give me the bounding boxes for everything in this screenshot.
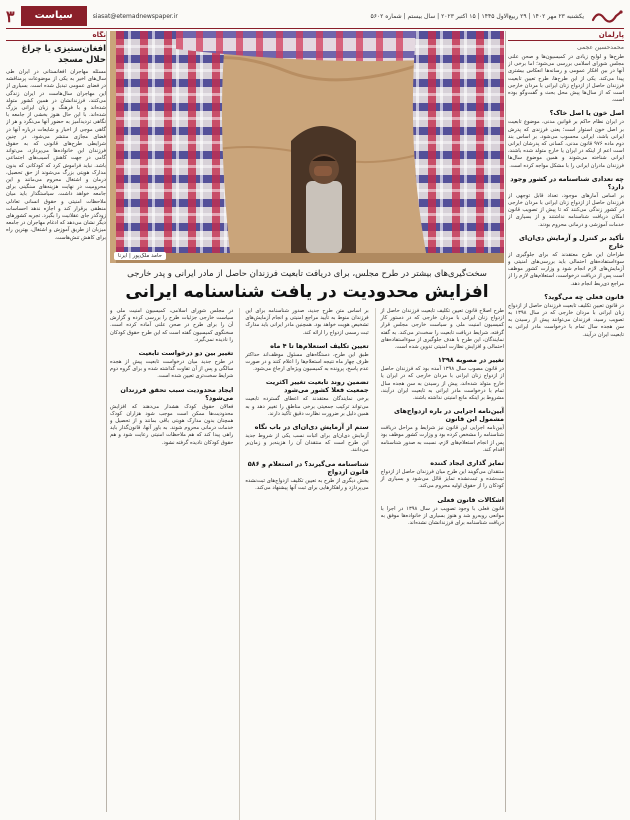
- story-paragraph: بخش دیگری از طرح به تعیین تکلیف ازدواج‌های ثبت‌نشده می‌پردازد و راهکارهایی برای ثبت آنها پیشنهاد می‌کند.: [245, 477, 369, 491]
- right-section-text: بر اساس آمارهای موجود، تعداد قابل توجهی از فرزندان حاصل از ازدواج زنان ایرانی با مردان خارجی در کشور زندگی می‌کنند که تا پیش از تصویب قانون امکان دریافت شناسنامه نداشتند و از بسیاری از خدمات آموزشی و درمانی محروم بودند.: [508, 192, 624, 228]
- story-subhead: اشکالات قانون فعلی: [437, 495, 504, 504]
- story-subhead: ستم از آزمایش دی‌ان‌ای در باب نگاه: [254, 423, 369, 432]
- story-paragraph: طرح اصلاح قانون تعیین تکلیف تابعیت فرزندان حاصل از ازدواج زنان ایرانی با مردان خارجی که در دستور کار کمیسیون امنیت ملی و سیاست خارجی مجلس قرار گرفته، شرایط دریافت تابعیت را سخت‌تر می‌کند. به گفته نمایندگان، این طرح با هدف جلوگیری از سوءاستفاده‌های احتمالی و افزایش نظارت امنیتی تدوین شده است.: [380, 308, 504, 351]
- right-column-tag: پارلمان: [508, 31, 624, 41]
- logo-mark-icon: [590, 7, 624, 25]
- section-label: سیاست: [21, 6, 87, 26]
- story-paragraph: آیین‌نامه اجرایی این قانون نیز شرایط و مراحل دریافت شناسنامه را مشخص کرده بود و وزارت کشور موظف بود پس از انجام استعلام‌های لازم، نسبت به صدور شناسنامه اقدام کند.: [380, 425, 504, 453]
- photo-boy-in-tent: [116, 31, 504, 263]
- right-column-byline: محمدحسین عجمی: [577, 44, 624, 51]
- right-column-sections: [508, 109, 624, 338]
- masthead: [6, 5, 624, 27]
- right-column-intro: طرح‌ها و لوایح زیادی در کمیسیون‌ها و صحن علنی مجلس شورای اسلامی بررسی می‌شود؛ اما برخی از آنها در بین افکار عمومی و رسانه‌ها انعکاس بیشتری پیدا می‌کند. یکی از این طرح‌ها، طرح تعیین تابعیت فرزندان حاصل از ازدواج زنان ایرانی با مردان خارجی است که از سال‌ها پیش محل بحث و گفت‌وگو بوده است.: [508, 54, 624, 104]
- story-paragraph: در مجلس شورای اسلامی، کمیسیون امنیت ملی و سیاست خارجی جزئیات طرح را بررسی کرده و گزارش آن را برای طرح در صحن علنی آماده کرده است. سخنگوی کمیسیون گفته است که این طرح حقوق کودکان را نادیده نمی‌گیرد.: [110, 308, 234, 343]
- right-section-text: در ایران نظام حاکم بر قوانین مدنی، موضوع تابعیت بر اصل خون استوار است؛ یعنی فرزندی که پدرش ایرانی باشد، ایرانی محسوب می‌شود. بر اساس بند دوم ماده ۹۷۶ قانون مدنی، کسانی که پدرشان ایرانی است اعم از اینکه در ایران یا خارج متولد شده باشند، ایرانی شناخته می‌شوند و همین موضوع سال‌ها فرزندان مادران ایرانی را با مشکل مواجه کرده است.: [508, 119, 624, 169]
- story-columns: [110, 308, 504, 820]
- story-kicker: سخت‌گیری‌های بیشتر در طرح مجلس، برای دریافت تابعیت فرزندان حاصل از مادر ایرانی و پدر خارجی: [127, 269, 487, 279]
- story-paragraph: منتقدان می‌گویند این طرح میان فرزندان حاصل از ازدواج ثبت‌شده و ثبت‌نشده تمایز قائل می‌شود و بسیاری از کودکان را از حقوق اولیه محروم می‌کند.: [380, 469, 504, 490]
- right-section-title: قانون فعلی چه می‌گوید؟: [544, 292, 624, 301]
- story-column-3: [110, 308, 233, 820]
- column-divider: [505, 31, 506, 812]
- main-story: [110, 31, 504, 812]
- main-photo: [110, 31, 504, 263]
- story-column-1: [375, 308, 504, 820]
- story-subhead: تمایز گذاری ایجاد کننده: [430, 459, 504, 468]
- right-section-text: در قانون تعیین تکلیف تابعیت فرزندان حاصل از ازدواج زنان ایرانی با مردان خارجی که در سال ۱۳۹۸ به تصویب رسید، فرزندان می‌توانند پیش از رسیدن به سن هجده سال تمام با درخواست مادر ایرانی به تابعیت ایران درآیند.: [508, 302, 624, 338]
- story-subhead: تغییر بین دو درخواست تابعیت: [138, 349, 234, 358]
- story-paragraph: قانون فعلی با وجود تصویب در سال ۱۳۹۸ در اجرا با موانعی روبه‌رو شد و هنوز بسیاری از خانواده‌ها موفق به دریافت شناسنامه برای فرزندانشان نشده‌اند.: [380, 505, 504, 527]
- story-paragraph: در طرح جدید میان درخواست تابعیت پیش از هجده سالگی و پس از آن تفاوت گذاشته شده و برای گروه دوم شرایط سخت‌تری تعیین شده است.: [110, 359, 234, 380]
- story-paragraph: بر اساس متن طرح جدید، صدور شناسنامه برای این فرزندان منوط به تأیید مراجع امنیتی و انجام آزمایش‌های تشخیص هویت خواهد بود. همچنین مادر ایرانی باید مدارک ثبت رسمی ازدواج را ارائه کند.: [245, 308, 369, 336]
- right-section-title: اصل خون یا اصل خاک؟: [549, 109, 624, 118]
- left-column-title: افغان‌ستیزی یا چراغ حلال مسجد: [21, 44, 106, 65]
- story-paragraph: برخی نمایندگان معتقدند که اعطای گسترده تابعیت می‌تواند ترکیب جمعیتی برخی مناطق را تغییر دهد و به همین دلیل بر ضرورت نظارت دقیق تأکید دارند.: [245, 396, 369, 417]
- story-paragraph: آزمایش دی‌ان‌ای برای اثبات نسب یکی از شروط جدید این طرح است که منتقدان آن را هزینه‌بر و زمان‌بر می‌دانند.: [245, 433, 369, 454]
- story-subhead: تغییر در مصوبه ۱۳۹۸: [437, 356, 504, 365]
- story-paragraph: فعالان حقوق کودک هشدار می‌دهند که افزایش محدودیت‌ها ممکن است موجب شود هزاران کودک همچنان بدون مدارک هویتی باقی بمانند و از تحصیل و خدمات درمانی محروم شوند. به باور آنها، قانون‌گذار باید راهی پیدا کند که هم ملاحظات امنیتی رعایت شود و هم حقوق کودکان نادیده گرفته نشود.: [110, 403, 234, 446]
- left-column-text: مسئله مهاجران افغانستانی در ایران طی سال‌های اخیر به یکی از موضوعات پرمناقشه در فضای عمومی تبدیل شده است. بسیاری از این مهاجران سال‌هاست در ایران زندگی می‌کنند، فرزندانشان در همین کشور متولد شده‌اند و با فرهنگ و زبان ایرانی بزرگ شده‌اند. با این حال هنوز بخشی از جامعه با نگاهی تردیدآمیز به حضور آنها می‌نگرد و هر از گاهی موجی از اخبار و شایعات درباره آنها در فضای مجازی منتشر می‌شود. در چنین شرایطی طرح‌های قانونی که به حقوق فرزندان این خانواده‌ها می‌پردازد، می‌تواند گامی در جهت کاهش آسیب‌های اجتماعی باشد. نباید فراموش کرد که کودکانی که بدون مدارک هویتی بزرگ می‌شوند از حق تحصیل، درمان و اشتغال محروم می‌مانند و این محرومیت در نهایت هزینه‌های سنگینی برای جامعه خواهد داشت. سیاستگذار باید میان ملاحظات امنیتی و حقوق انسانی تعادلی منطقی برقرار کند و اجازه ندهد احساسات زودگذر جای عقلانیت را بگیرد. تجربه کشورهای دیگر نشان می‌دهد که ادغام مهاجران در جامعه میزبان از طریق آموزش و اشتغال، بهترین راه برای کاهش تنش‌هاست.: [6, 69, 106, 241]
- issue-info: یکشنبه ۲۳ مهر ۱۴۰۲ | ۲۹ ربیع‌الاول ۱۴۴۵ | ۱۵ اکتبر ۲۰۲۳ | سال بیستم | شماره ۵۶۰۲: [370, 12, 584, 20]
- left-column-tag: نگاه: [6, 31, 106, 41]
- story-paragraph: طبق این طرح، دستگاه‌های مسئول موظف‌اند حداکثر ظرف چهار ماه نتیجه استعلام‌ها را اعلام کنند و در صورت عدم پاسخ، پرونده به کمیسیون ویژه‌ای ارجاع می‌شود.: [245, 351, 369, 373]
- story-headline: افزایش محدودیت در یافت شناسنامه ایرانی: [125, 282, 489, 302]
- right-section-title: تأکید بر کنترل و آزمایش دی‌ان‌ای خارج: [519, 233, 624, 250]
- right-section-text: طراحان این طرح معتقدند که برای جلوگیری از سوءاستفاده‌های احتمالی باید بررسی‌های امنیتی و آزمایش‌های لازم انجام شود و وزارت کشور موظف است پس از دریافت درخواست، استعلام‌های لازم را از مراجع ذی‌ربط انجام دهد.: [508, 251, 624, 287]
- newspaper-logo: [590, 7, 624, 25]
- story-subhead: تعیین تکلیف استعلام‌ها تا ۴ ماه: [270, 341, 369, 350]
- photo-credit: حامد ملک‌پور | ایرنا: [114, 252, 166, 260]
- right-section-title: چه تعدادی شناسنامه در کشور وجود دارد؟: [510, 174, 624, 191]
- story-subhead: تضمین روند تابعیت تغییر اکثریت جمعیت فعلا کشور می‌شود: [265, 378, 369, 395]
- right-column: [508, 31, 624, 812]
- page-number: ۳: [6, 6, 15, 26]
- story-subhead: شناسنامه می‌گیرند؟ در استعلام و ۵۸۶ قانون ازدواج: [247, 459, 369, 476]
- story-subhead: آیین‌نامه اجرایی در باره ازدواج‌های مشمول این قانون: [394, 407, 504, 424]
- masthead-rule: [6, 28, 624, 29]
- story-subhead: ایجاد محدودیت سبب تحقق فرزندان می‌شود؟: [120, 385, 234, 402]
- story-paragraph: در قانون مصوب سال ۱۳۹۸ آمده بود که فرزندان حاصل از ازدواج زنان ایرانی با مردان خارجی که در ایران یا خارج متولد شده‌اند، پیش از رسیدن به سن هجده سال تمام با درخواست مادر ایرانی به تابعیت ایران درآیند، مشروط بر اینکه مانع امنیتی نداشته باشند.: [380, 366, 504, 402]
- column-divider: [106, 31, 107, 812]
- left-column: [6, 31, 106, 812]
- section-email: siasat@etemadnewspaper.ir: [92, 12, 178, 20]
- story-column-2: [239, 308, 368, 820]
